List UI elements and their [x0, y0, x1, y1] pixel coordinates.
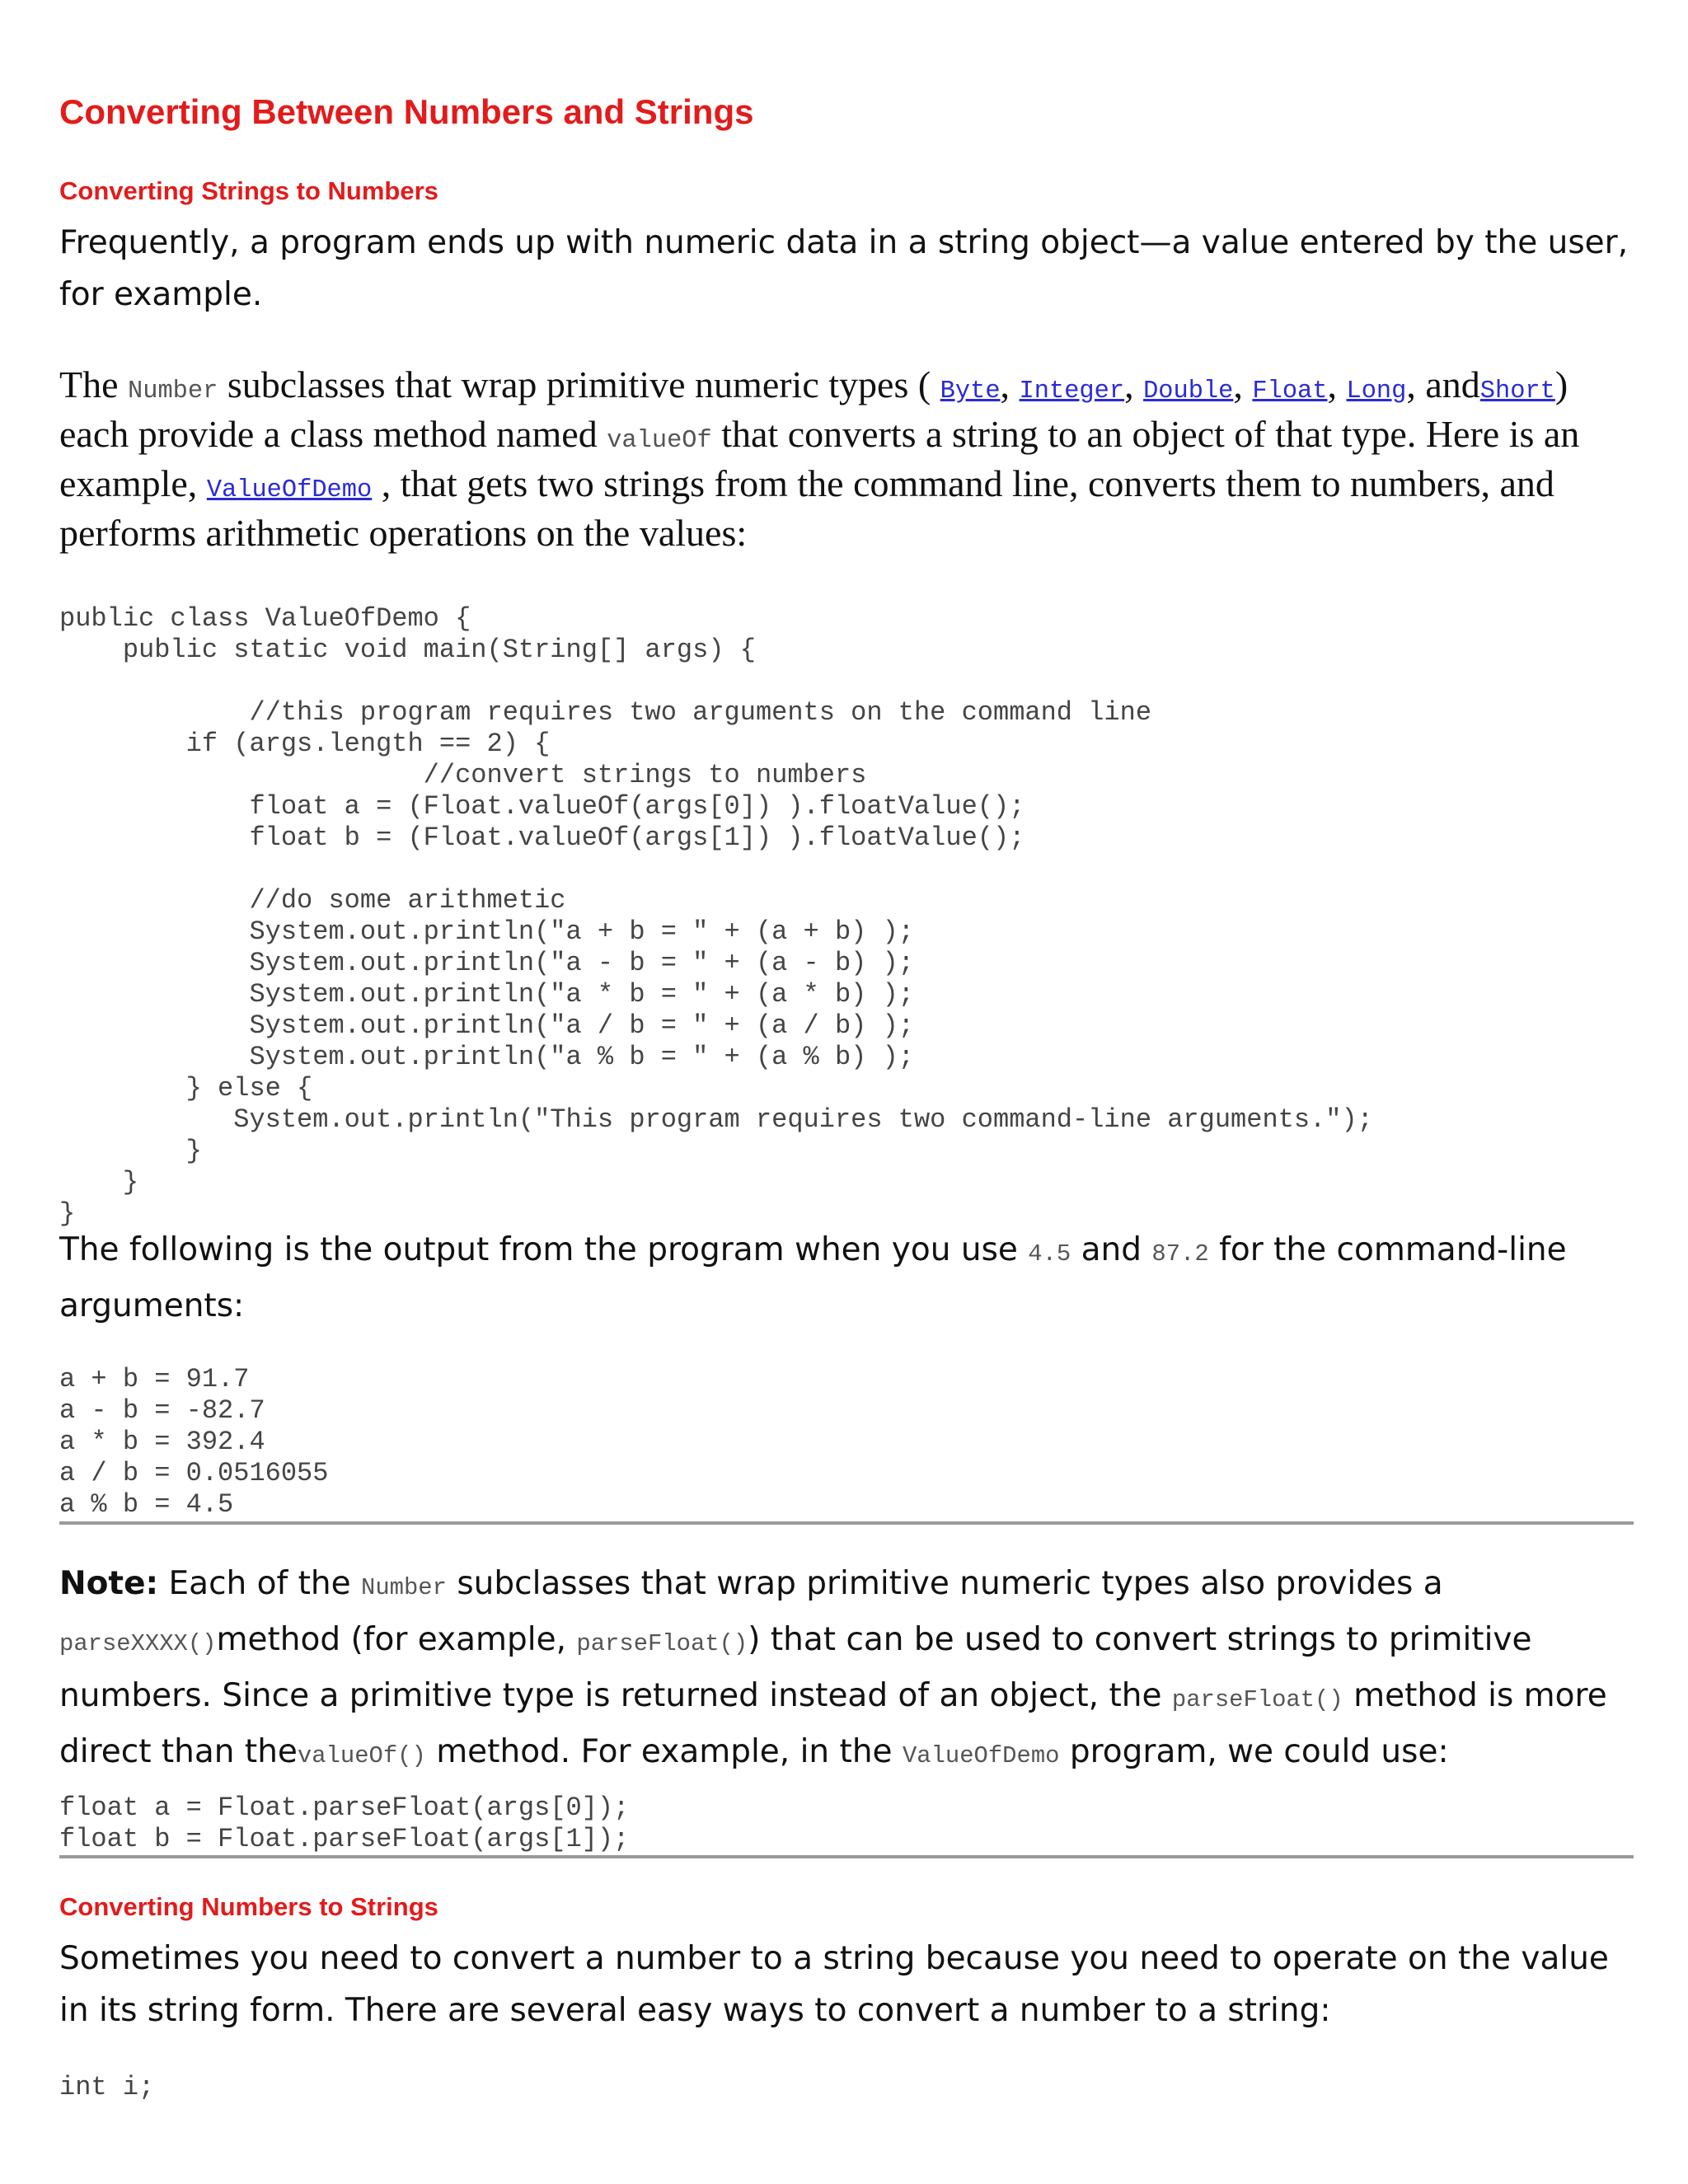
- link-short[interactable]: Short: [1479, 377, 1555, 405]
- text-fragment: and: [1071, 1231, 1152, 1268]
- note-paragraph: [59, 1558, 1634, 1782]
- text-fragment: The following is the output from the program when you use: [59, 1231, 1029, 1268]
- text-fragment: The: [59, 363, 129, 405]
- parsefloat-code-block: float a = Float.parseFloat(args[0]); float b = Float.parseFloat(args[1]);: [59, 1793, 630, 1854]
- text-fragment: ,: [1000, 363, 1020, 405]
- code-parsefloat: parseFloat(): [1171, 1686, 1343, 1713]
- code-valueof: valueOf(): [297, 1742, 426, 1769]
- output-intro-paragraph: [59, 1224, 1634, 1332]
- text-fragment: ,: [1327, 363, 1347, 405]
- text-fragment: ,: [1233, 363, 1253, 405]
- note-label: Note:: [59, 1565, 159, 1602]
- intro-paragraph: Frequently, a program ends up with numeric data in a string object—a value entered by the user, for example.: [59, 224, 1629, 313]
- int-declaration-code: int i;: [59, 2072, 155, 2102]
- link-integer[interactable]: Integer: [1019, 377, 1125, 405]
- code-valueof: valueOf: [607, 427, 712, 455]
- valueofdemo-code-block: public class ValueOfDemo { public static void main(String[] args) { //this program requires two arguments on the command line if (args.length == 2) { //convert strings to numbers float a = (Float.valueOf(args[0]) ).floatValue(); float b = (Float.valueOf(args[1]) ).floatValue(); //do some arithmetic System.out.println("a + b = " + (a + b) ); System.out.println("a - b = " + (a - b) ); System.out.println("a * b = " + (a * b) ); System.out.println("a / b = " + (a / b) ); System.out.println("a % b = " + (a % b) ); } else { System.out.println("This program requires two command-line arguments."); } } }: [59, 603, 1373, 1229]
- divider: [59, 1521, 1634, 1525]
- numbers-to-strings-paragraph: Sometimes you need to convert a number to a string because you need to operate on the value in its string form. There are several easy ways to convert a number to a string:: [59, 1940, 1609, 2029]
- code-number: Number: [361, 1574, 447, 1601]
- code-number: Number: [128, 377, 218, 405]
- text-fragment: subclasses that wrap primitive numeric types also provides a: [446, 1565, 1443, 1602]
- code-value-87-2: 87.2: [1151, 1240, 1209, 1268]
- text-fragment: method. For example, in the: [425, 1733, 903, 1770]
- text-fragment: , and: [1406, 363, 1480, 405]
- link-valueofdemo[interactable]: ValueOfDemo: [206, 476, 373, 504]
- text-fragment: program, we could use:: [1059, 1733, 1449, 1770]
- text-fragment: ,: [1124, 363, 1144, 405]
- text-fragment: subclasses that wrap primitive numeric types (: [218, 363, 940, 405]
- divider: [59, 1855, 1634, 1858]
- text-fragment: , that gets two strings from the command line, converts them to numbers, and performs arithmetic operations on the values:: [59, 462, 1554, 554]
- program-output-block: a + b = 91.7 a - b = -82.7 a * b = 392.4 a / b = 0.0516055 a % b = 4.5: [59, 1364, 329, 1520]
- section-heading-numbers-to-strings: Converting Numbers to Strings: [59, 1892, 438, 1921]
- text-fragment: that converts a string to an object of that type. Here is an example,: [59, 413, 1580, 504]
- text-fragment: method (for example,: [216, 1621, 577, 1658]
- link-float[interactable]: Float: [1252, 377, 1328, 405]
- text-fragment: ) that can be used to convert strings to primitive numbers. Since a primitive type is returned instead of an object, the: [59, 1621, 1532, 1714]
- code-parsexxxx: parseXXXX(): [59, 1630, 217, 1657]
- text-fragment: method is more direct than the: [59, 1677, 1607, 1770]
- code-valueofdemo: ValueOfDemo: [902, 1742, 1060, 1769]
- code-parsefloat: parseFloat(): [576, 1630, 748, 1657]
- link-double[interactable]: Double: [1143, 377, 1234, 405]
- link-long[interactable]: Long: [1346, 377, 1407, 405]
- number-subclasses-paragraph: [59, 363, 1634, 555]
- link-byte[interactable]: Byte: [940, 377, 1001, 405]
- text-fragment: for the command-line arguments:: [59, 1231, 1567, 1324]
- section-heading-strings-to-numbers: Converting Strings to Numbers: [59, 176, 438, 205]
- text-fragment: ) each provide a class method named: [59, 363, 1568, 455]
- code-value-4-5: 4.5: [1028, 1240, 1071, 1268]
- page-title: Converting Between Numbers and Strings: [59, 92, 754, 131]
- text-fragment: Each of the: [158, 1565, 362, 1602]
